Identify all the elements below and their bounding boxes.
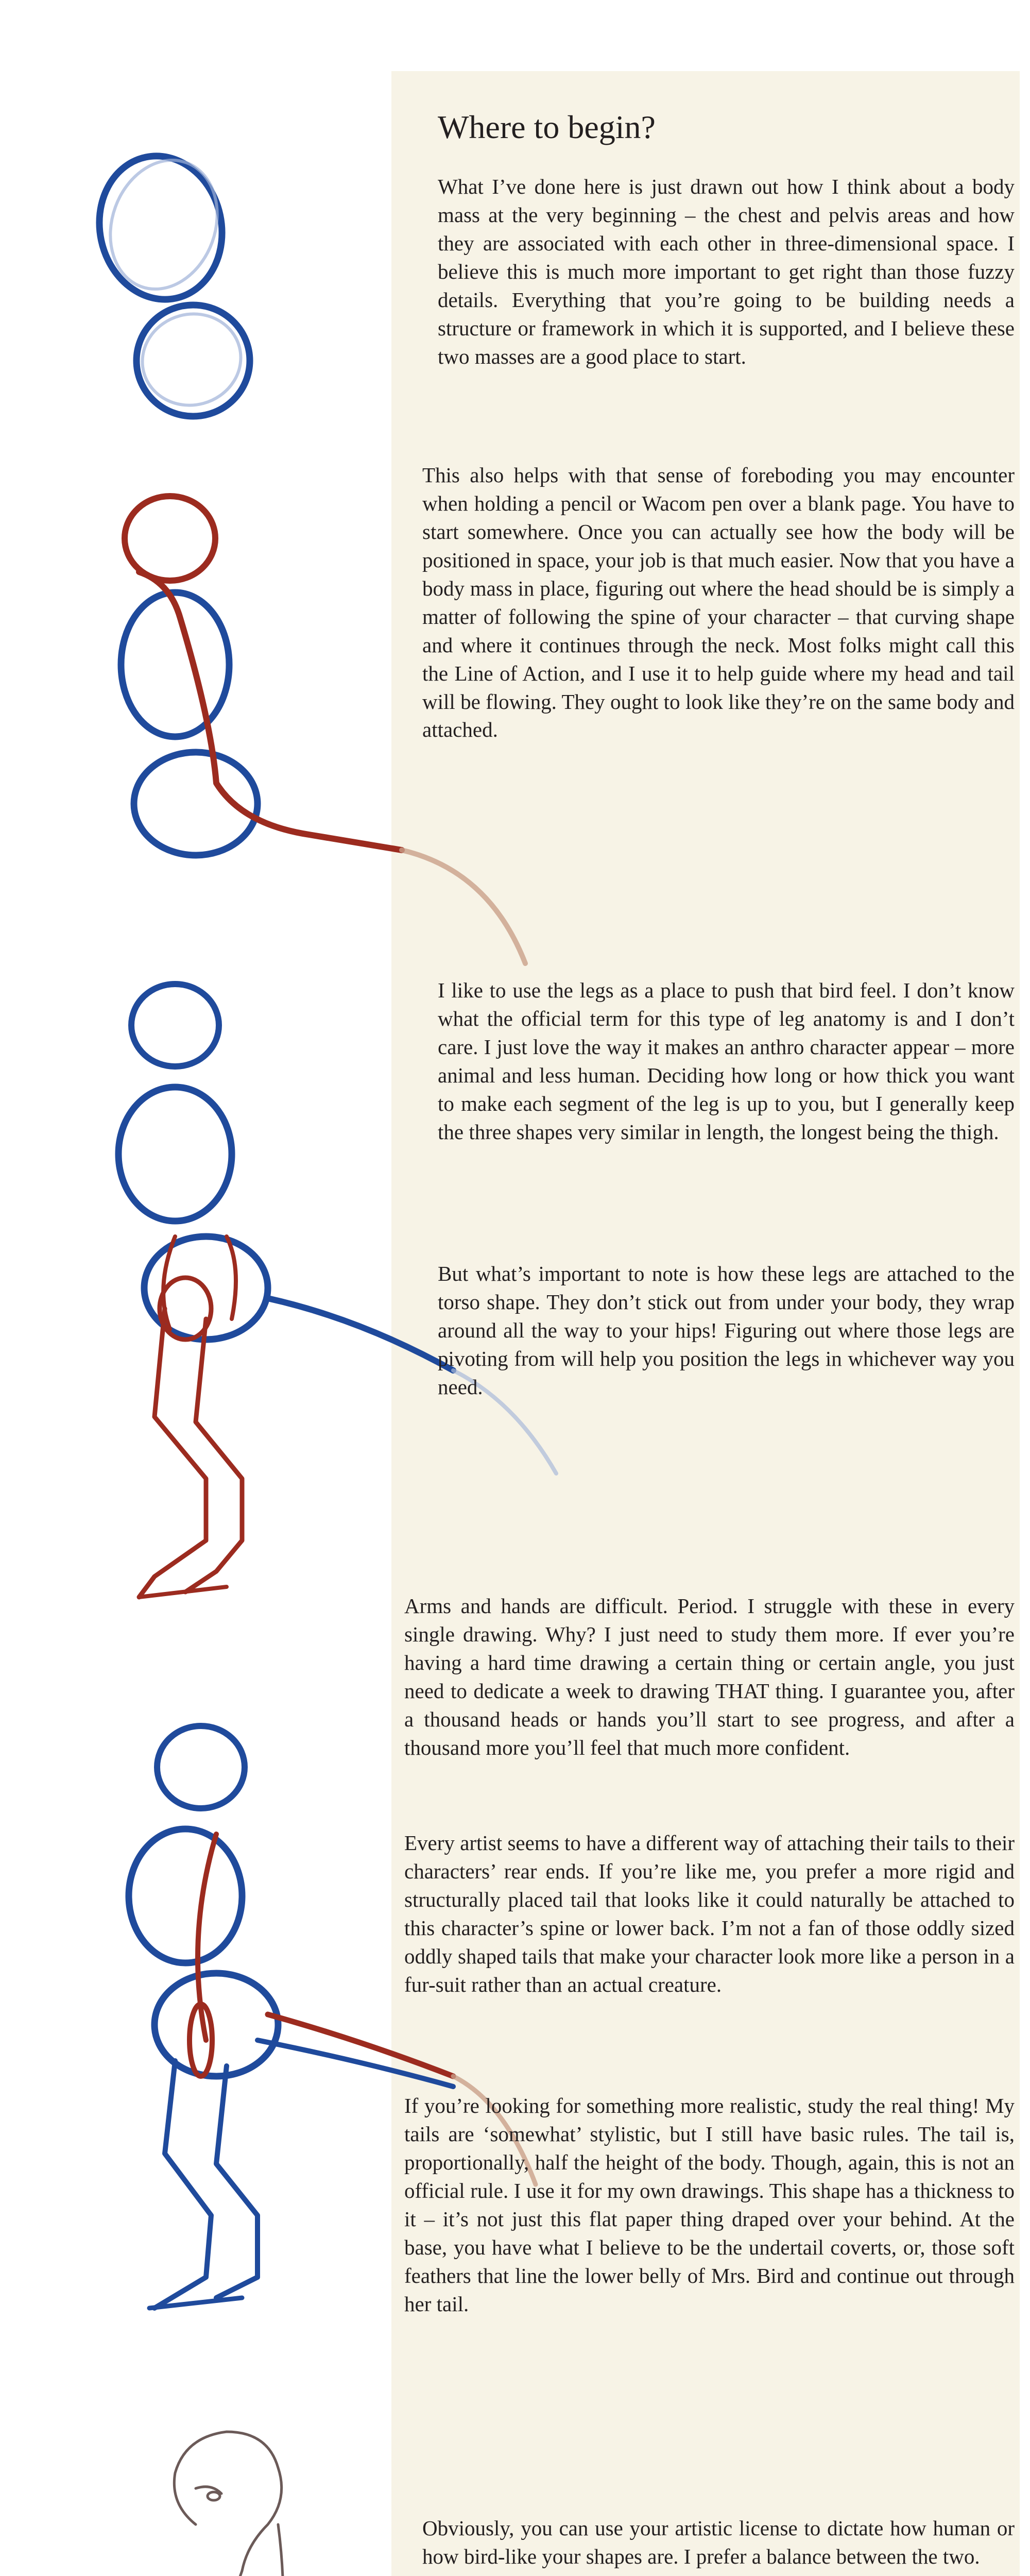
sketch-body-masses: [86, 145, 251, 416]
leg-outline: [139, 1309, 206, 1597]
page-title: Where to begin?: [438, 109, 656, 145]
paragraph-arms-hands: Arms and hands are difficult. Period. I struggle with these in every single drawing. Why? I just need to study them more. If ever you’re having a hard time drawing a certain thing or certain angle, you just need to dedicate a week to drawing THAT thing. I guarantee you, after a thousand heads or hands you’ll start to see progress, and after a thousand more you’ll feel that much more confident.: [404, 1594, 1015, 1759]
chest-shape: [121, 592, 229, 737]
head-shape: [125, 496, 215, 581]
pelvis-shape: [134, 752, 258, 855]
pelvis-mass-shape: [136, 305, 250, 416]
paragraph-tails: Every artist seems to have a different way of attaching their tails to their characters’ rear ends. If you’re like me, you prefer a more rigid and structurally placed tail that looks like it could naturally be attached to this character’s spine or lower back. I’m not a fan of those oddly sized oddly shaped tails that make your character look more like a person in a fur-suit rather than an actual creature.: [404, 1831, 1015, 1996]
paragraph-body-masses: What I’ve done here is just drawn out how I think about a body mass at the very beginning – the chest and pelvis areas and how they are associated with each other in three-dimensional space. I believe this is much more important to get right than those fuzzy details. Everything that you’re going to be building needs a structure or framework in which it is supported, and I believe these two masses are a good place to start.: [438, 175, 1015, 368]
paragraph-artistic-license: Obviously, you can use your artistic license to dictate how human or how bird-like your shapes are. I prefer a balance between the two.: [422, 2516, 1015, 2568]
paragraph-legs: I like to use the legs as a place to push that bird feel. I don’t know what the official term for this type of leg anatomy is and I don’t care. I just love the way it makes an anthro character appear – more animal and less human. Deciding how long or how thick you want to make each segment of the leg is up to you, but I generally keep the three shapes very similar in length, the longest being the thigh.: [438, 978, 1015, 1144]
paragraph-leg-attachment: But what’s important to note is how these legs are attached to the torso shape. They don’t stick out from under your body, they wrap around all the way to your hips! Figuring out where those legs are pivoting from will help you position the legs in whichever way you need.: [438, 1262, 1015, 1399]
paragraph-realism: If you’re looking for something more realistic, study the real thing! My tails are ‘somewhat’ stylistic, but I still have basic rules. The tail is, proportionally, half the height of the body. Though, again, this is not an official rule. I use it for my own drawings. This shape has a thickness to it – it’s not just this flat paper thing draped over your behind. At the base, you have what I believe to be the undertail coverts, or, those soft feathers that line the lower belly of Mrs. Bird and continue out through her tail.: [404, 2094, 1015, 2316]
chest-mass-shape: [86, 145, 235, 311]
bird-head-outline: [174, 2432, 281, 2571]
tail-guide-line: [402, 850, 525, 963]
spine-line: [139, 572, 402, 850]
paragraph-line-of-action: This also helps with that sense of foreboding you may encounter when holding a pencil or Wacom pen over a blank page. You have to start somewhere. Once you can actually see how the body will be positioned in space, your job is that much easier. Now that you have a body mass in place, figuring out where the head should be is simply a matter of following the spine of your character – that curving shape and where it continues through the neck. Most folks might call this the Line of Action, and I use it to help guide where my head and tail will be flowing. They ought to look like they’re on the same body and attached.: [422, 463, 1015, 742]
